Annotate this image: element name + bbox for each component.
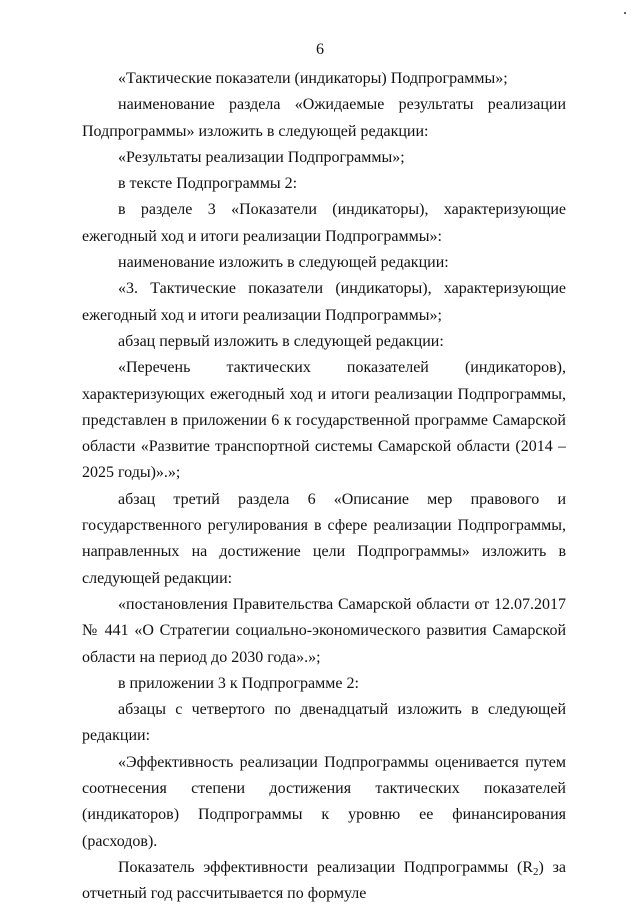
paragraph: «Эффективность реализации Подпрограммы оценивается путем соотнесения степени достижения тактических показателей (индикаторов) Подпрограммы к уровню ее финансирования (расходов).: [82, 753, 566, 850]
paragraph: наименование раздела «Ожидаемые результаты реализации Подпрограммы» изложить в следующей редакции:: [82, 96, 566, 140]
paragraph: абзац третий раздела 6 «Описание мер правового и государственного регулирования в сфере реализации Подпрограммы, направленных на достижение цели Подпрограммы» изложить в следующей редакции:: [82, 490, 566, 587]
paragraph: «постановления Правительства Самарской области от 12.07.2017 № 441 «О Стратегии социально-экономического развития Самарской области на период до 2030 года».»;: [82, 595, 566, 666]
document-body: [82, 66, 566, 908]
page-number: 6: [316, 41, 324, 58]
paragraph: «Перечень тактических показателей (индикаторов), характеризующих ежегодный ход и итоги реализации Подпрограммы, представлен в приложении 6 к государственной программе Самарской области «Развитие транспортной системы Самарской области (2014 – 2025 годы)».»;: [82, 359, 566, 482]
paragraph: наименование изложить в следующей редакции:: [118, 254, 449, 272]
formula-intro-text-end: ) за отчетный год рассчитывается по формуле: [82, 858, 567, 903]
formula-intro-text: Показатель эффективности реализации Подпрограммы (R: [118, 858, 534, 876]
paragraph-formula-intro: [82, 855, 566, 908]
paragraph: в тексте Подпрограммы 2:: [118, 175, 298, 193]
scan-speck: [624, 12, 626, 14]
subscript: 2: [533, 865, 539, 878]
paragraph: «Тактические показатели (индикаторы) Подпрограммы»;: [118, 70, 508, 87]
paragraph: «3. Тактические показатели (индикаторы), характеризующие ежегодный ход и итоги реализации Подпрограммы»;: [82, 280, 566, 324]
paragraph: абзац первый изложить в следующей редакции:: [118, 332, 444, 350]
paragraph: «Результаты реализации Подпрограммы»;: [118, 148, 405, 166]
paragraph: в разделе 3 «Показатели (индикаторы), характеризующие ежегодный ход и итоги реализации Подпрограммы»:: [82, 201, 566, 245]
paragraph: в приложении 3 к Подпрограмме 2:: [118, 674, 359, 692]
paragraph: абзацы с четвертого по двенадцатый изложить в следующей редакции:: [82, 701, 566, 745]
